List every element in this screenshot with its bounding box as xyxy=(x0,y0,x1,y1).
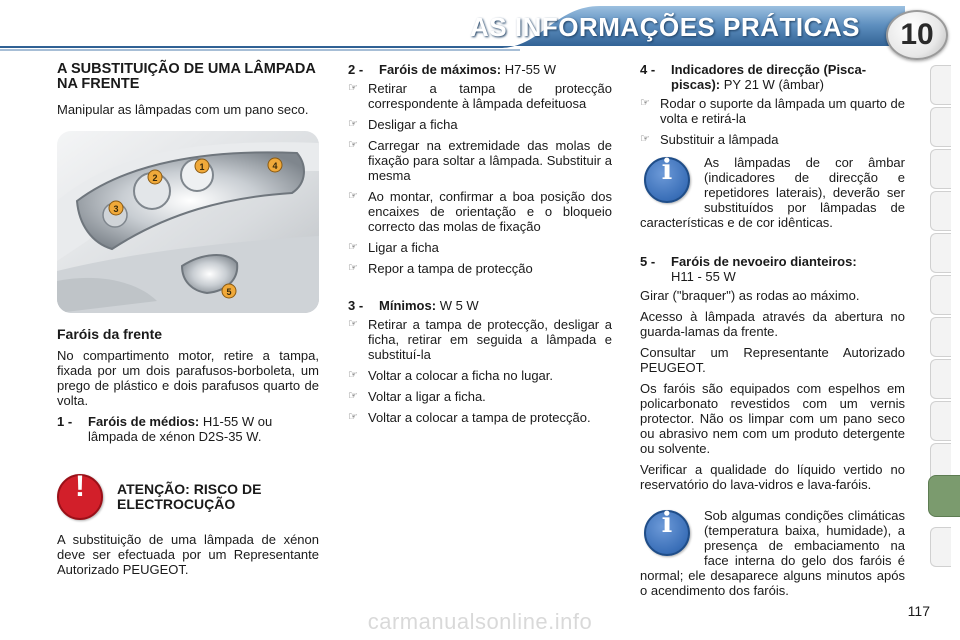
item-label: Faróis de máximos: xyxy=(379,62,502,77)
list-item: ☞ Desligar a ficha xyxy=(348,117,458,132)
info-text: Sob algumas condições climáticas (temperatura baixa, humidade), a presença de embaciamento na face interna do gelo dos faróis é normal; ele desaparece alguns minutos após o acendimento dos faróis. xyxy=(640,508,905,598)
hand-pointer-icon: ☞ xyxy=(348,369,358,381)
warning-title: ATENÇÃO: RISCO DE ELECTROCUÇÃO xyxy=(117,481,262,512)
chapter-tab xyxy=(930,317,951,357)
info-text: As lâmpadas de cor âmbar (indicadores de direcção e repetidores laterais), deverão ser substituídos por lâmpadas de características e de cor idênticas. xyxy=(640,155,905,230)
chapter-tab xyxy=(930,527,951,567)
list-item: ☞ Retirar a tampa de protecção, desligar a ficha, retirar em seguida a lâmpada e substituí-la xyxy=(348,317,612,362)
warning-text: A substituição de uma lâmpada de xénon deve ser efectuada por um Representante Autorizado PEUGEOT. xyxy=(57,532,319,577)
chapter-tab xyxy=(930,401,951,441)
item-number: 2 - xyxy=(348,62,364,77)
item-label: Indicadores de direcção (Pisca-piscas): xyxy=(671,62,867,92)
item-label: Faróis de nevoeiro dianteiros: xyxy=(671,254,857,269)
headlamp-illustration xyxy=(57,131,319,313)
column-right xyxy=(640,62,905,614)
list-item: ☞ Carregar na extremidade das molas de fixação para soltar a lâmpada. Substituir a mesma xyxy=(348,138,612,183)
hand-pointer-icon: ☞ xyxy=(348,241,358,253)
body-text: Acesso à lâmpada através da abertura no guarda-lamas da frente. xyxy=(640,309,905,339)
chapter-tab xyxy=(930,107,951,147)
hand-pointer-icon: ☞ xyxy=(348,82,358,94)
list-item: ☞ Voltar a ligar a ficha. xyxy=(348,389,486,404)
item-number: 3 - xyxy=(348,298,364,313)
lamp-item-5 xyxy=(640,254,905,284)
hand-pointer-icon: ☞ xyxy=(640,133,650,145)
image-callout-1: 1 xyxy=(199,162,205,172)
item-value: H11 - 55 W xyxy=(671,269,736,284)
body-text: Os faróis são equipados com espelhos em policarbonato revestidos com um vernis protector. Não os limpar com um pano seco ou abrasivo nem com um produto detergente ou solvente. xyxy=(640,381,905,456)
image-callout-3: 3 xyxy=(113,204,119,214)
page-header-title: AS INFORMAÇÕES PRÁTICAS xyxy=(470,12,860,42)
column-middle xyxy=(348,62,612,431)
item-value: H7-55 W xyxy=(504,62,557,77)
lamp-item-2 xyxy=(348,62,612,77)
chapter-badge xyxy=(886,10,948,60)
item-value: H1-55 W ou lâmpada de xénon D2S-35 W. xyxy=(88,414,273,444)
lamp-item-4 xyxy=(640,62,905,92)
item-value: PY 21 W (âmbar) xyxy=(723,77,824,92)
chapter-tab xyxy=(930,233,951,273)
hand-pointer-icon: ☞ xyxy=(640,97,650,109)
section-title: A SUBSTITUIÇÃO DE UMA LÂMPADA NA FRENTE xyxy=(57,61,316,92)
list-item: ☞ Ao montar, confirmar a boa posição dos encaixes de orientação e o bloqueio correcto das molas de fixação xyxy=(348,189,612,234)
item-label: Mínimos: xyxy=(379,298,437,313)
lamp-item-3 xyxy=(348,298,612,313)
instruction-list xyxy=(348,317,612,425)
item-number: 1 - xyxy=(57,414,73,429)
list-item: ☞ Ligar a ficha xyxy=(348,240,439,255)
page-number: 117 xyxy=(907,603,930,619)
hand-pointer-icon: ☞ xyxy=(348,190,358,202)
subsection-title: Faróis da frente xyxy=(57,326,163,342)
info-icon: i xyxy=(644,157,690,203)
list-item: ☞ Substituir a lâmpada xyxy=(640,132,779,147)
item-number: 4 - xyxy=(640,62,656,77)
exclamation-icon: ! xyxy=(57,474,103,520)
intro-text: Manipular as lâmpadas com um pano seco. xyxy=(57,102,309,117)
info-note xyxy=(640,508,905,604)
item-label: Faróis de médios: xyxy=(88,414,200,429)
body-text: Girar ("braquer") as rodas ao máximo. xyxy=(640,288,860,303)
hand-pointer-icon: ☞ xyxy=(348,262,358,274)
chapter-tab-active xyxy=(928,475,960,517)
chapter-tab xyxy=(930,359,951,399)
hand-pointer-icon: ☞ xyxy=(348,139,358,151)
lamp-item-1 xyxy=(57,414,319,444)
chapter-tab xyxy=(930,191,951,231)
body-text: No compartimento motor, retire a tampa, fixada por um dois parafusos-borboleta, um prego de plástico e dois parafusos quarto de volta. xyxy=(57,348,319,408)
list-item: ☞ Repor a tampa de protecção xyxy=(348,261,533,276)
watermark: carmanualsonline.info xyxy=(367,609,593,634)
column-left xyxy=(57,62,319,583)
list-item: ☞ Retirar a tampa de protecção correspondente à lâmpada defeituosa xyxy=(348,81,612,111)
item-value: W 5 W xyxy=(439,298,479,313)
instruction-list xyxy=(348,81,612,276)
chapter-tab xyxy=(930,149,951,189)
hand-pointer-icon: ☞ xyxy=(348,411,358,423)
body-text: Verificar a qualidade do líquido vertido no reservatório do lava-vidros e lava-faróis. xyxy=(640,462,905,492)
headlamp-photo xyxy=(57,131,319,313)
chapter-tab xyxy=(930,65,951,105)
image-callout-2: 2 xyxy=(152,173,158,183)
list-item: ☞ Voltar a colocar a ficha no lugar. xyxy=(348,368,554,383)
chapter-tab xyxy=(930,275,951,315)
chapter-number: 10 xyxy=(900,18,934,51)
item-number: 5 - xyxy=(640,254,656,269)
instruction-list xyxy=(640,96,905,147)
list-item: ☞ Voltar a colocar a tampa de protecção. xyxy=(348,410,591,425)
hand-pointer-icon: ☞ xyxy=(348,318,358,330)
image-callout-5: 5 xyxy=(226,287,232,297)
hand-pointer-icon: ☞ xyxy=(348,390,358,402)
info-icon: i xyxy=(644,510,690,556)
list-item: ☞ Rodar o suporte da lâmpada um quarto de volta e retirá-la xyxy=(640,96,905,126)
body-text: Consultar um Representante Autorizado PEUGEOT. xyxy=(640,345,905,375)
hand-pointer-icon: ☞ xyxy=(348,118,358,130)
info-note xyxy=(640,155,905,236)
warning-box xyxy=(57,470,319,520)
image-callout-4: 4 xyxy=(272,161,278,171)
